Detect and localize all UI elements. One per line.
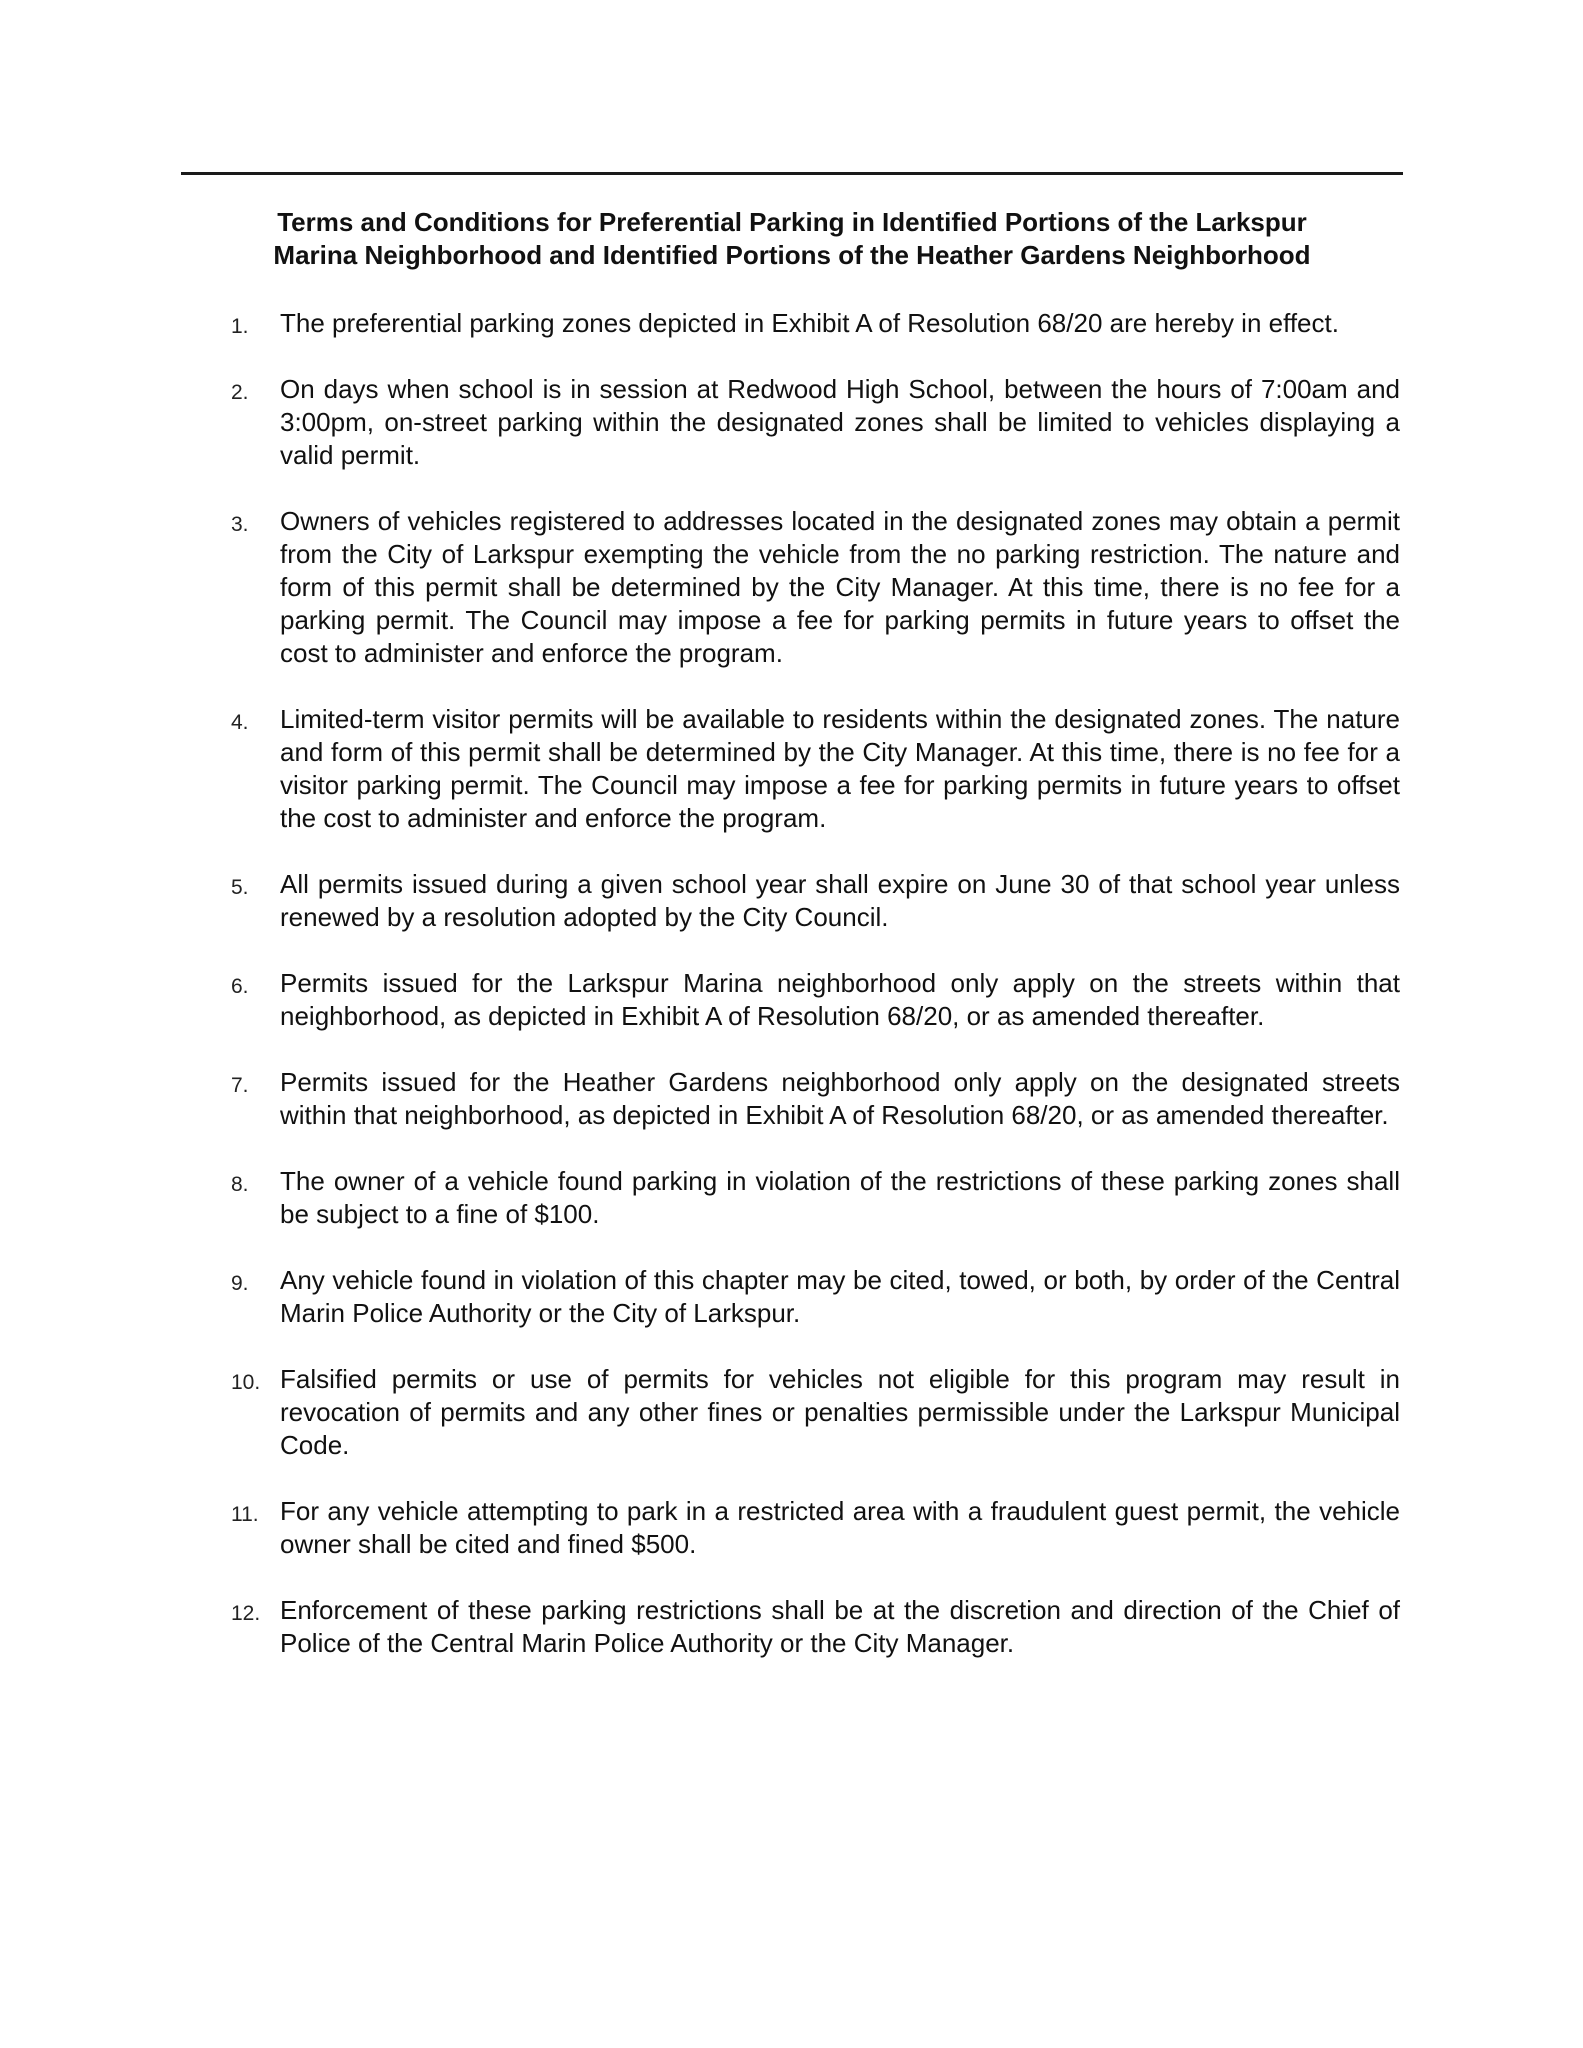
term-number: 4. [231,711,249,734]
header-rule [181,172,1403,175]
term-number: 9. [231,1272,249,1295]
term-number: 5. [231,876,249,899]
term-number: 2. [231,381,249,404]
term-number: 11. [231,1503,259,1526]
title-line-2: Marina Neighborhood and Identified Portions of the Heather Gardens Neighborhood [273,240,1311,270]
term-number: 1. [231,315,249,338]
term-item-10 [0,1363,1583,1462]
term-text: Any vehicle found in violation of this chapter may be cited, towed, or both, by order of the Central Marin Police Authority or the City of Larkspur. [280,1265,1400,1328]
term-item-6 [0,967,1583,1033]
term-number: 12. [231,1602,261,1625]
term-item-2 [0,373,1583,472]
term-item-12 [0,1594,1583,1660]
term-text: For any vehicle attempting to park in a restricted area with a fraudulent guest permit, the vehicle owner shall be cited and fined $500. [280,1496,1400,1559]
term-number: 10. [231,1371,261,1394]
term-text: Permits issued for the Heather Gardens neighborhood only apply on the designated streets within that neighborhood, as depicted in Exhibit A of Resolution 68/20, or as amended thereafter. [280,1067,1400,1130]
term-number: 3. [231,513,249,536]
term-item-3 [0,505,1583,670]
terms-list [0,307,1583,1693]
term-item-9 [0,1264,1583,1330]
term-text: All permits issued during a given school year shall expire on June 30 of that school year unless renewed by a resolution adopted by the City Council. [280,869,1400,932]
term-item-7 [0,1066,1583,1132]
term-text: Limited-term visitor permits will be available to residents within the designated zones. The nature and form of this permit shall be determined by the City Manager. At this time, there is no fee for a visitor parking permit. The Council may impose a fee for parking permits in future years to offset the cost to administer and enforce the program. [280,704,1400,833]
document-title [181,206,1403,272]
term-item-5 [0,868,1583,934]
term-text: Permits issued for the Larkspur Marina neighborhood only apply on the streets within that neighborhood, as depicted in Exhibit A of Resolution 68/20, or as amended thereafter. [280,968,1400,1031]
term-text: The preferential parking zones depicted in Exhibit A of Resolution 68/20 are hereby in effect. [280,308,1339,338]
term-item-4 [0,703,1583,835]
term-number: 8. [231,1173,249,1196]
term-text: Owners of vehicles registered to addresses located in the designated zones may obtain a permit from the City of Larkspur exempting the vehicle from the no parking restriction. The nature and form of this permit shall be determined by the City Manager. At this time, there is no fee for a parking permit. The Council may impose a fee for parking permits in future years to offset the cost to administer and enforce the program. [280,506,1400,668]
term-item-1 [0,307,1583,340]
term-text: Enforcement of these parking restrictions shall be at the discretion and direction of the Chief of Police of the Central Marin Police Authority or the City Manager. [280,1595,1400,1658]
term-item-8 [0,1165,1583,1231]
term-number: 6. [231,975,249,998]
term-item-11 [0,1495,1583,1561]
term-text: Falsified permits or use of permits for vehicles not eligible for this program may result in revocation of permits and any other fines or penalties permissible under the Larkspur Municipal Code. [280,1364,1400,1460]
title-line-1: Terms and Conditions for Preferential Parking in Identified Portions of the Larkspur [277,207,1307,237]
term-text: On days when school is in session at Redwood High School, between the hours of 7:00am and 3:00pm, on-street parking within the designated zones shall be limited to vehicles displaying a valid permit. [280,374,1400,470]
term-number: 7. [231,1074,249,1097]
term-text: The owner of a vehicle found parking in violation of the restrictions of these parking zones shall be subject to a fine of $100. [280,1166,1400,1229]
